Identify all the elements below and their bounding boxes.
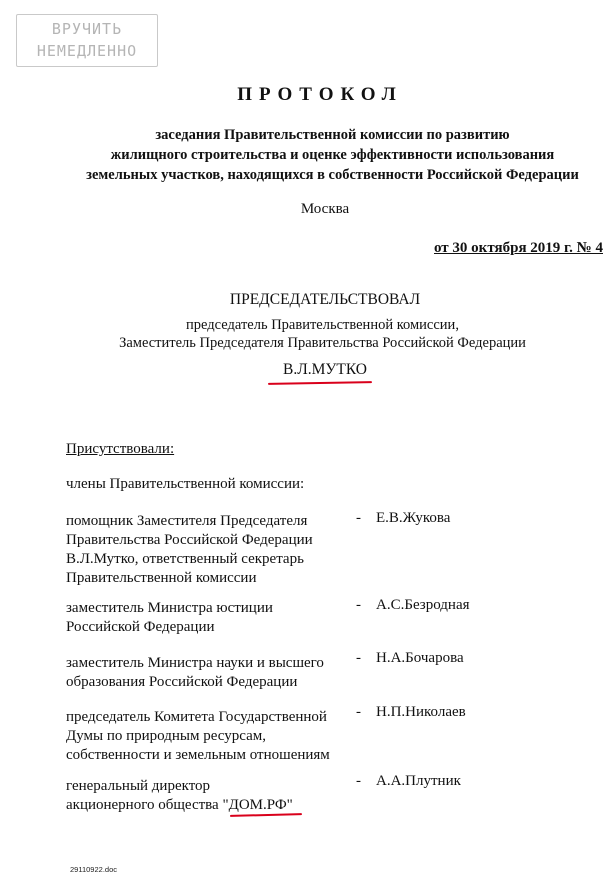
document-subtitle (60, 125, 605, 185)
attendee-dash: - (356, 704, 361, 720)
position-line: Правительства Российской Федерации (66, 532, 313, 548)
document-title: ПРОТОКОЛ (237, 84, 403, 105)
attendee-name: Н.П.Николаев (376, 704, 466, 720)
subtitle-line-2: жилищного строительства и оценке эффективности использования (110, 147, 555, 163)
attendee-dash: - (356, 650, 361, 666)
stamp-line-1: ВРУЧИТЬ (51, 20, 123, 38)
attendee-dash: - (356, 773, 361, 789)
chair-position-line-1: председатель Правительственной комиссии, (186, 317, 459, 333)
attendee-name: Е.В.Жукова (376, 510, 451, 526)
subtitle-line-3: земельных участков, находящихся в собственности Российской Федерации (86, 167, 579, 183)
attendee-position (66, 777, 356, 815)
stamp-line-2: НЕМЕДЛЕННО (36, 42, 138, 60)
position-line: образования Российской Федерации (66, 674, 298, 690)
position-line: собственности и земельным отношениям (66, 747, 330, 763)
position-line: председатель Комитета Государственной (66, 709, 327, 725)
document-filename: 29110922.doc (70, 865, 117, 874)
position-line: В.Л.Мутко, ответственный секретарь (66, 551, 304, 567)
position-line: заместитель Министра науки и высшего (66, 655, 324, 671)
subtitle-line-1: заседания Правительственной комиссии по развитию (155, 127, 510, 143)
attendee-dash: - (356, 510, 361, 526)
attendee-position (66, 708, 356, 765)
position-line: заместитель Министра юстиции (66, 600, 273, 616)
position-line: Думы по природным ресурсам, (66, 728, 266, 744)
attendee-name: Н.А.Бочарова (376, 650, 464, 666)
attendee-position (66, 512, 356, 588)
chair-position-line-2: Заместитель Председателя Правительства Российской Федерации (119, 335, 526, 351)
members-heading: члены Правительственной комиссии: (66, 476, 305, 492)
position-line: Российской Федерации (66, 619, 215, 635)
attendee-dash: - (356, 597, 361, 613)
chaired-heading: ПРЕДСЕДАТЕЛЬСТВОВАЛ (229, 291, 421, 308)
handover-stamp (16, 14, 158, 67)
chair-name-red-underline (268, 381, 372, 385)
date-and-number: от 30 октября 2019 г. № 4 (434, 240, 603, 256)
position-line: акционерного общества "ДОМ.РФ" (66, 797, 293, 813)
present-heading: Присутствовали: (66, 441, 175, 457)
position-line: Правительственной комиссии (66, 570, 257, 586)
attendee-position (66, 599, 356, 637)
chair-name: В.Л.МУТКО (283, 361, 367, 378)
position-line: генеральный директор (66, 778, 211, 794)
position-line: помощник Заместителя Председателя (66, 513, 308, 529)
attendee-name: А.А.Плутник (376, 773, 461, 789)
attendee-position (66, 654, 356, 692)
city: Москва (300, 201, 350, 217)
attendee-name: А.С.Безродная (376, 597, 470, 613)
